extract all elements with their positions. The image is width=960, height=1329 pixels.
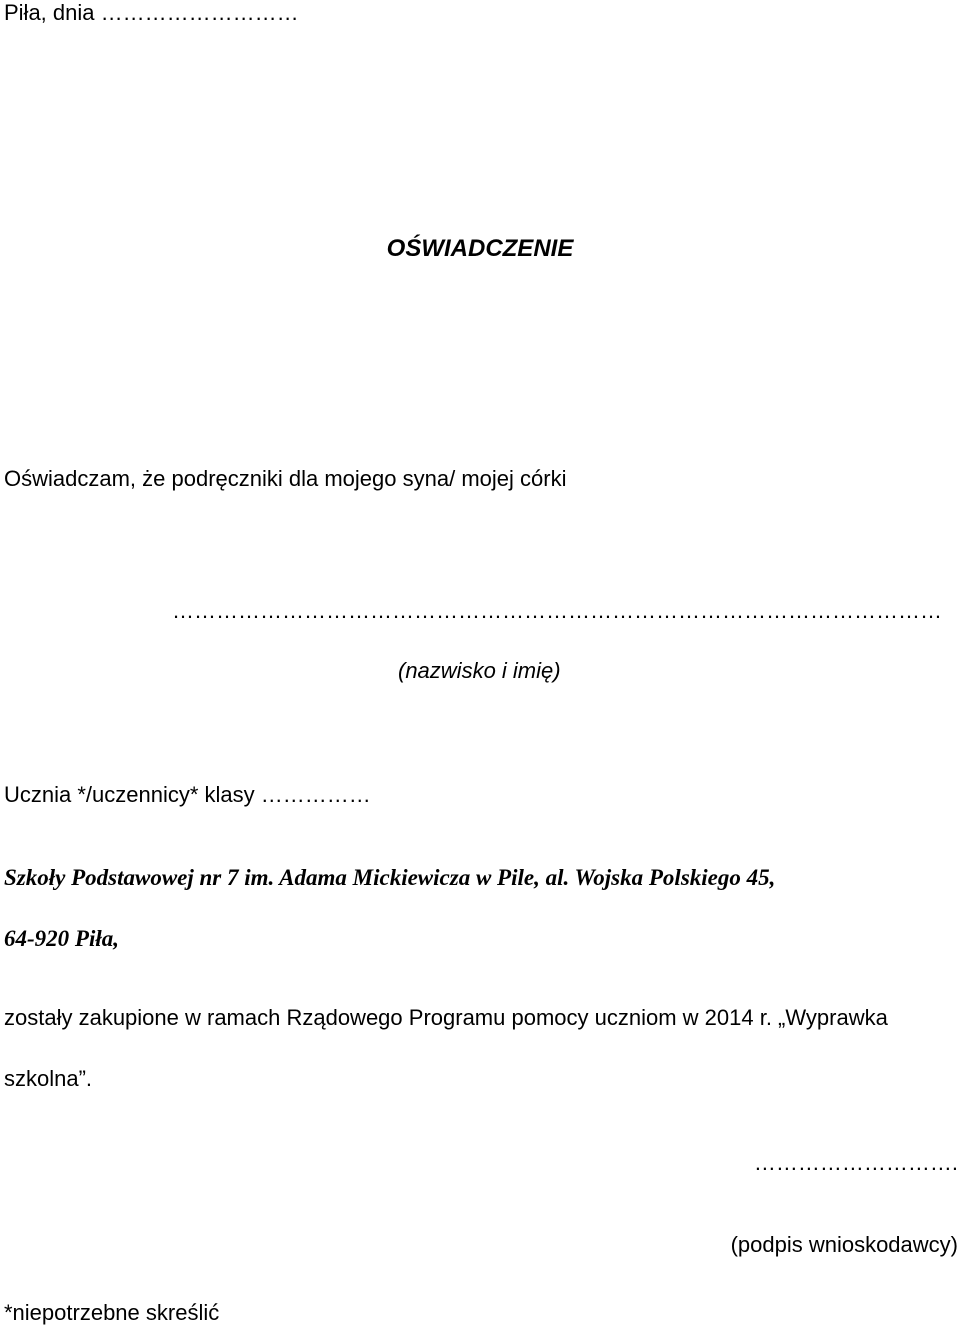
statement-intro: Oświadczam, że podręczniki dla mojego syna/ mojej córki (4, 466, 567, 491)
school-line-2: 64-920 Piła, (4, 926, 119, 951)
signature-dotted-field: ………………………. (753, 1150, 958, 1175)
class-line: Ucznia */uczennicy* klasy …………… (4, 782, 371, 807)
place-date: Piła, dnia ……………………… (4, 0, 299, 25)
school-line-1: Szkoły Podstawowej nr 7 im. Adama Mickiewicza w Pile, al. Wojska Polskiego 45, (4, 865, 776, 890)
program-line-1: zostały zakupione w ramach Rządowego Programu pomocy uczniom w 2014 r. „Wyprawka (4, 1005, 888, 1030)
document-title: OŚWIADCZENIE (386, 235, 574, 262)
name-dotted-field: …………………………………………………………………………………………… (172, 598, 942, 623)
program-line-2: szkolna”. (4, 1066, 93, 1091)
signature-caption: (podpis wnioskodawcy) (730, 1232, 958, 1257)
footnote: *niepotrzebne skreślić (4, 1300, 220, 1325)
name-caption: (nazwisko i imię) (398, 658, 561, 683)
